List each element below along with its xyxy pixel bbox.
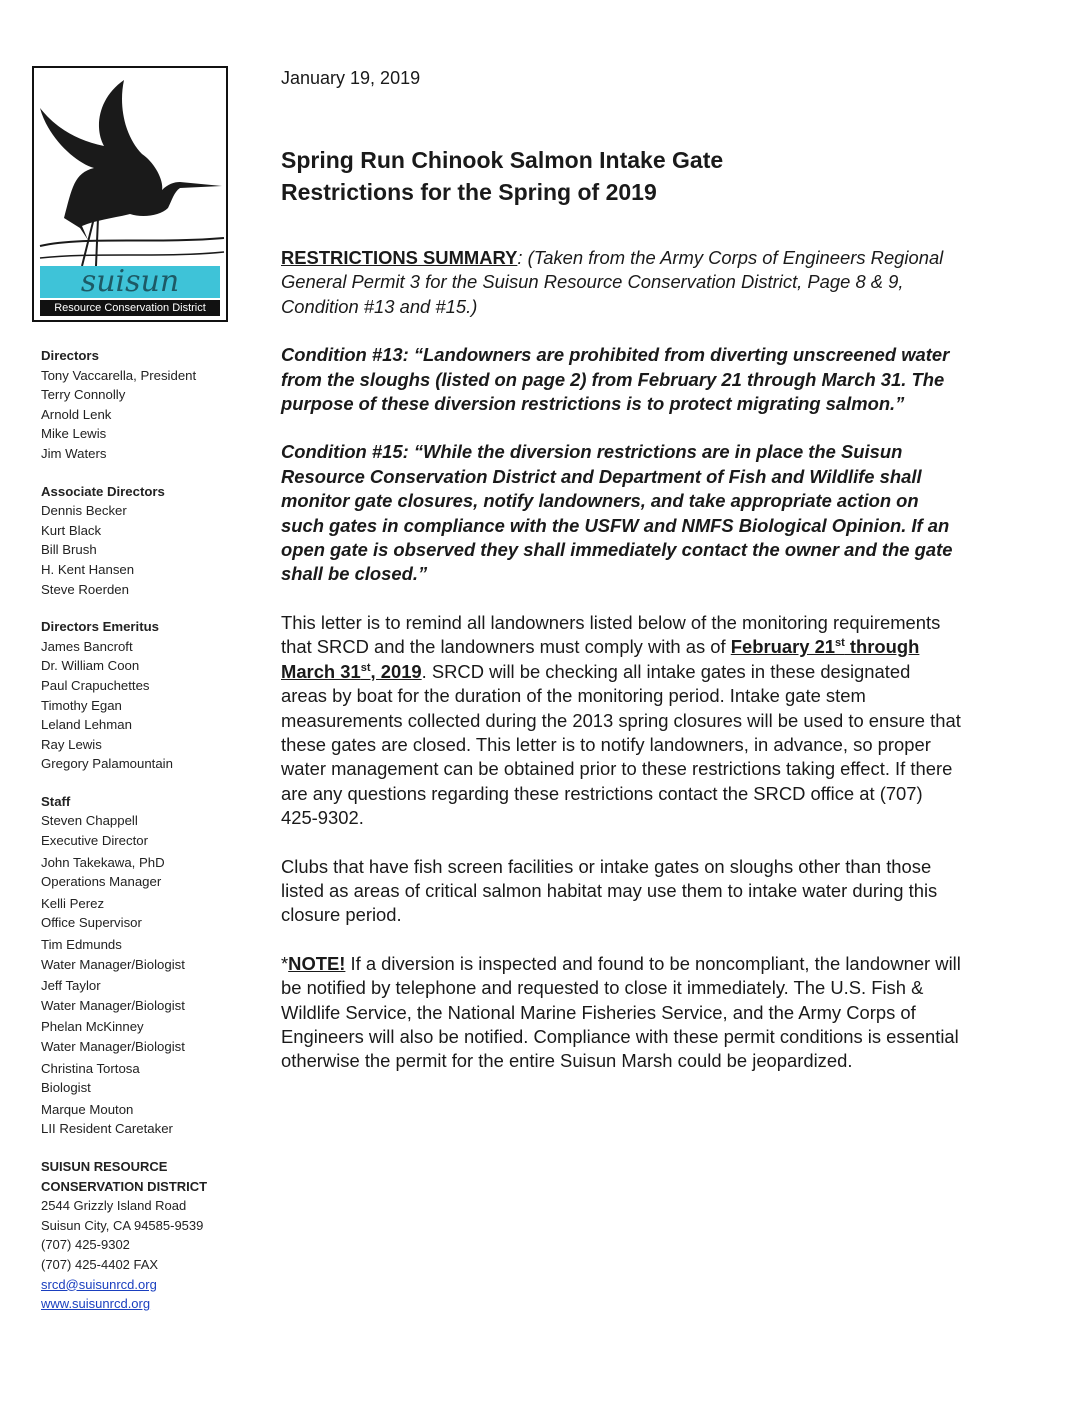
staff-role: Office Supervisor [41,915,142,931]
date-part: through March 31 [281,636,920,682]
emeritus-name: Ray Lewis [41,736,102,752]
director-name: Mike Lewis [41,426,107,442]
staff-group [41,792,231,1139]
staff-entry [41,894,231,933]
note-paragraph [281,952,961,1074]
director-name: Jim Waters [41,445,107,461]
note-text: If a diversion is inspected and found to be noncompliant, the landowner will be notified by telephone and requested to close it immediately. The U.S. Fish & Wildlife Service, the National Marine Fisheries Service, and the Army Corps of Engineers will also be notified. Compliance with these permit conditions is essential otherwise the permit for the entire Suisun Marsh could be jeopardized. [281,952,961,1072]
staff-name: Marque Mouton [41,1101,134,1117]
org-name-line2: CONSERVATION DISTRICT [41,1178,208,1194]
staff-entry [41,811,231,850]
staff-name: Jeff Taylor [41,978,101,994]
letter-body [281,64,961,1098]
directors-group [41,346,231,464]
staff-entry [41,853,231,892]
website-link[interactable]: www.suisunrcd.org [41,1296,151,1312]
emeritus-name: James Bancroft [41,638,133,654]
staff-heading: Staff [41,793,71,809]
associate-director-name: Kurt Black [41,522,102,538]
letter-date: January 19, 2019 [281,68,421,88]
staff-name: Kelli Perez [41,895,105,911]
emeritus-name: Leland Lehman [41,717,132,733]
org-name-line1: SUISUN RESOURCE [41,1158,168,1174]
title-line: Spring Run Chinook Salmon Intake Gate [281,147,724,173]
directors-emeritus-heading: Directors Emeritus [41,619,159,635]
associate-director-name: H. Kent Hansen [41,561,135,577]
restrictions-summary [281,246,961,319]
summary-label: RESTRICTIONS SUMMARY [281,247,518,268]
staff-entry [41,976,231,1015]
staff-name: John Takekawa, PhD [41,854,165,870]
associate-director-name: Dennis Becker [41,503,127,519]
directors-heading: Directors [41,348,99,363]
note-star: * [281,952,289,974]
director-name: Terry Connolly [41,387,126,403]
summary-text: : (Taken from the Army Corps of Engineers Regional General Permit 3 for the Suisun Resource Conservation District, Page 8 & 9, Condition #13 and #15.) [281,247,944,317]
email-link[interactable]: srcd@suisunrcd.org [41,1276,157,1292]
staff-name: Steven Chappell [41,813,138,829]
directors-emeritus-group [41,617,231,774]
associate-director-name: Steve Roerden [41,581,129,597]
staff-role: LII Resident Caretaker [41,1121,173,1137]
staff-role: Operations Manager [41,874,162,890]
staff-name: Christina Tortosa [41,1060,140,1076]
logo-script-text: suisun [80,264,180,299]
phone-number: (707) 425-9302 [41,1237,130,1253]
condition-15: Condition #15: “While the diversion restrictions are in place the Suisun Resource Conservation District and Department of Fish and Wildlife shall monitor gate closures, notify landowners, and take appropriate action on such gates in compliance with the USFW and NMFS Biological Opinion. If an open gate is observed they shall immediately contact the owner and the gate shall be closed.” [281,441,953,585]
emeritus-name: Timothy Egan [41,697,122,713]
street-address: 2544 Grizzly Island Road [41,1198,187,1214]
staff-name: Phelan McKinney [41,1019,144,1035]
logo-caption: Resource Conservation District [40,300,220,316]
district-address [41,1157,231,1314]
city-state-zip: Suisun City, CA 94585-9539 [41,1217,204,1233]
fish-screen-paragraph: Clubs that have fish screen facilities or intake gates on sloughs other than those listed as areas of critical salmon habitat may use them to intake water during this closure period. [281,855,938,926]
associate-director-name: Bill Brush [41,542,97,558]
staff-entry [41,1100,231,1139]
condition-13: Condition #13: “Landowners are prohibited from diverting unscreened water from the sloughs (listed on page 2) from February 21 through March 31. The purpose of these diversion restrictions is to protect migrating salmon.” [281,344,950,415]
staff-role: Executive Director [41,833,149,849]
staff-role: Water Manager/Biologist [41,997,185,1013]
associate-directors-heading: Associate Directors [41,483,165,499]
ordinal-suffix: st [835,637,845,650]
letter-title [281,144,961,208]
associate-directors-group [41,482,231,600]
staff-entry [41,935,231,974]
emeritus-name: Gregory Palamountain [41,756,173,772]
date-part: February 21 [730,636,836,658]
emeritus-name: Paul Crapuchettes [41,677,150,693]
ordinal-suffix: st [360,661,371,674]
para-text: This letter is to remind all landowners listed below of the monitoring requirements that SRCD and the landowners must comply with as of [281,611,941,658]
staff-role: Water Manager/Biologist [41,1039,185,1054]
para-text: . SRCD will be checking all intake gates in these designated areas by boat for the duration of the monitoring period. Intake gate stem measurements collected during the 2013 spring closures will be used to ensure that these gates are closed. This letter is to notify landowners, in advance, so proper water management can be obtained prior to these restrictions taking effect. If there are any questions regarding these restrictions contact the SRCD office at (707) 425-9302. [281,660,961,829]
date-part: , 2019 [370,660,422,682]
district-logo [32,66,228,322]
letterhead-sidebar [41,346,231,1314]
staff-role: Biologist [41,1080,91,1096]
title-line: Restrictions for the Spring of 2019 [281,179,657,205]
monitoring-paragraph [281,611,961,831]
fax-number: (707) 425-4402 FAX [41,1256,159,1272]
emeritus-name: Dr. William Coon [41,658,140,674]
heron-icon [34,68,228,268]
staff-name: Tim Edmunds [41,937,122,953]
note-label: NOTE! [288,952,346,974]
director-name: Tony Vaccarella, President [41,367,197,383]
staff-role: Water Manager/Biologist [41,956,185,972]
staff-entry [41,1059,231,1098]
director-name: Arnold Lenk [41,406,112,422]
staff-entry [41,1017,231,1056]
